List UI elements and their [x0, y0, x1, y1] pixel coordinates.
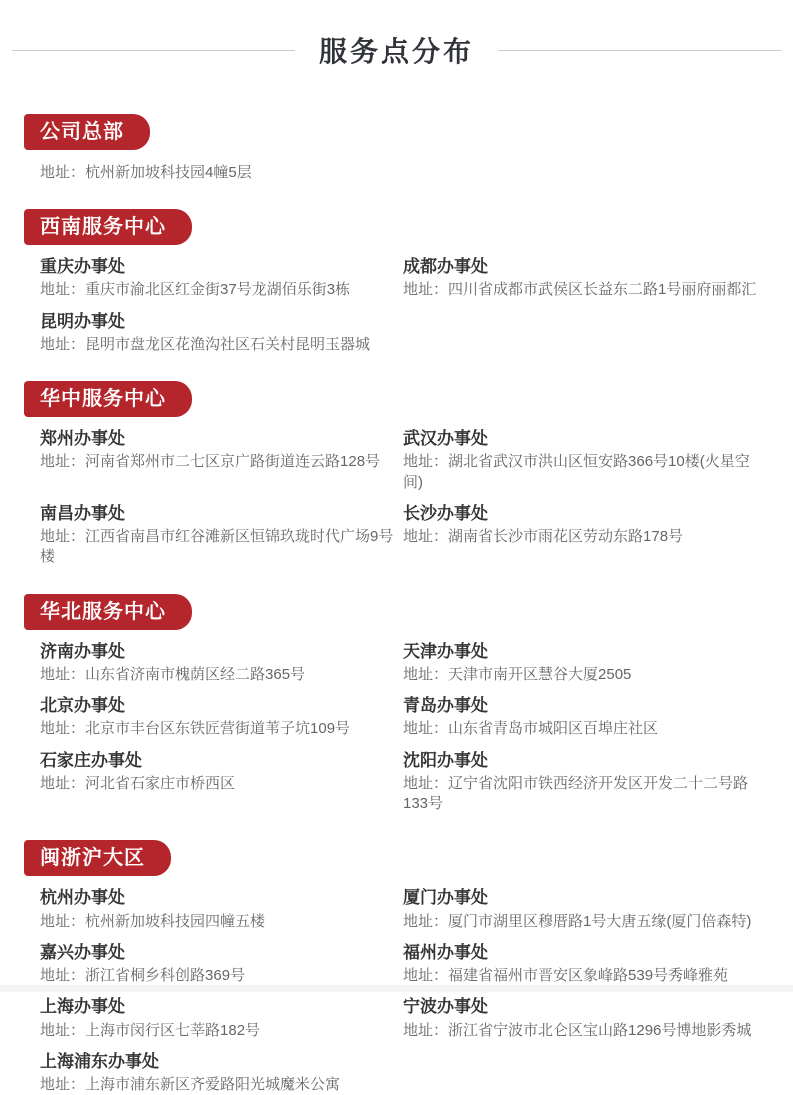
- office-address-line: [403, 1021, 769, 1041]
- page-title: 服务点分布: [319, 36, 475, 67]
- office-entry: [40, 1051, 403, 1095]
- address-label: 地址：: [40, 164, 86, 181]
- office-grid: [40, 641, 769, 815]
- office-address-line: [40, 665, 403, 685]
- office-name: 济南办事处: [40, 641, 125, 661]
- office-address-line: [40, 527, 403, 568]
- section-badge: 闽浙沪大区: [24, 840, 171, 876]
- office-grid: [40, 256, 769, 355]
- title-rule-left: [12, 50, 295, 51]
- office-name: 武汉办事处: [403, 429, 488, 448]
- office-entry: [403, 641, 769, 686]
- section-north-china-service-center: [24, 594, 769, 815]
- address-label: 地址：: [403, 720, 449, 738]
- address-value: 福建省福州市晋安区象峰路539号秀峰雅苑: [448, 967, 729, 984]
- section-badge: 西南服务中心: [24, 209, 192, 245]
- office-name: 沈阳办事处: [403, 750, 488, 770]
- office-address-line: [40, 452, 403, 472]
- address-value: 上海市浦东新区齐爱路阳光城魔米公寓: [85, 1076, 341, 1093]
- page-header: [0, 0, 793, 70]
- address-label: 地址：: [40, 528, 86, 545]
- address-label: 地址：: [40, 665, 86, 683]
- office-address-line: [40, 966, 403, 986]
- office-entry: [40, 942, 403, 987]
- address-label: 地址：: [40, 967, 86, 984]
- office-address-line: [40, 912, 403, 932]
- address-label: 地址：: [40, 1076, 86, 1093]
- office-name: 成都办事处: [403, 257, 488, 276]
- office-name: 宁波办事处: [403, 997, 488, 1017]
- address-label: 地址：: [403, 665, 449, 683]
- section-badge: 华中服务中心: [24, 381, 192, 417]
- office-address-line: [40, 335, 403, 355]
- office-name: 重庆办事处: [40, 257, 125, 276]
- office-address-line: [40, 1021, 403, 1041]
- office-entry: [403, 503, 769, 568]
- office-name: 上海浦东办事处: [40, 1051, 159, 1071]
- office-address-line: [403, 966, 769, 986]
- address-label: 地址：: [40, 1021, 86, 1039]
- address-label: 地址：: [40, 720, 86, 738]
- office-entry: [40, 311, 403, 356]
- section-central-china-service-center: [24, 381, 769, 568]
- office-grid: [40, 428, 769, 568]
- address-value: 天津市南开区慧谷大厦2505: [448, 665, 632, 683]
- office-name: 青岛办事处: [403, 696, 488, 715]
- office-name: 北京办事处: [40, 696, 125, 715]
- office-entry: [40, 256, 403, 301]
- office-name: 郑州办事处: [40, 429, 125, 448]
- address-label: 地址：: [40, 281, 86, 299]
- office-entry: [40, 641, 403, 686]
- office-name: 南昌办事处: [40, 503, 125, 523]
- office-entry: [403, 428, 769, 493]
- address-value: 北京市丰台区东铁匠营街道苇子坑109号: [85, 720, 351, 738]
- office-entry: [403, 256, 769, 301]
- office-entry: [403, 750, 769, 815]
- address-value: 重庆市渝北区红金街37号龙湖佰乐街3栋: [85, 281, 351, 299]
- office-name: 上海办事处: [40, 997, 125, 1017]
- office-name: 昆明办事处: [40, 311, 125, 331]
- address-value: 湖南省长沙市雨花区劳动东路178号: [448, 528, 684, 545]
- address-label: 地址：: [403, 528, 449, 545]
- footer-bar: [0, 985, 793, 992]
- office-entry: [403, 996, 769, 1041]
- address-label: 地址：: [40, 774, 86, 792]
- address-value: 辽宁省沈阳市铁西经济开发区开发二十二号路133号: [403, 774, 749, 812]
- office-entry: [403, 695, 769, 740]
- address-value: 浙江省宁波市北仑区宝山路1296号博地影秀城: [448, 1021, 752, 1039]
- office-entry: [40, 695, 403, 740]
- title-rule-right: [498, 50, 781, 51]
- office-name: 福州办事处: [403, 942, 488, 962]
- office-address-line: [403, 665, 769, 685]
- address-value: 昆明市盘龙区花渔沟社区石关村昆明玉器城: [85, 335, 371, 353]
- address-label: 地址：: [403, 1021, 449, 1039]
- section-min-zhe-hu-region: [24, 840, 769, 1095]
- office-entry: [40, 887, 403, 932]
- office-address-line: [40, 280, 403, 300]
- address-value: 山东省青岛市城阳区百埠庄社区: [448, 720, 659, 738]
- address-value: 上海市闵行区七莘路182号: [85, 1021, 261, 1039]
- office-address-line: [403, 912, 769, 932]
- address-value: 杭州新加坡科技园四幢五楼: [85, 912, 266, 930]
- address-value: 浙江省桐乡科创路369号: [85, 967, 246, 984]
- office-entry: [40, 503, 403, 568]
- address-label: 地址：: [403, 281, 449, 299]
- office-address-line: [403, 280, 769, 300]
- office-name: 长沙办事处: [403, 503, 488, 523]
- address-value: 杭州新加坡科技园4幢5层: [85, 164, 252, 181]
- sections-container: [0, 114, 793, 1095]
- address-value: 山东省济南市槐荫区经二路365号: [85, 665, 306, 683]
- office-address-line: [40, 719, 403, 739]
- office-entry: [40, 428, 403, 493]
- address-label: 地址：: [403, 967, 449, 984]
- office-entry: [40, 750, 403, 815]
- office-address-line: [403, 452, 769, 493]
- office-entry: [40, 996, 403, 1041]
- office-name: 天津办事处: [403, 641, 488, 661]
- section-southwest-service-center: [24, 209, 769, 355]
- office-entry: [403, 887, 769, 932]
- address-value: 河北省石家庄市桥西区: [85, 774, 236, 792]
- address-value: 四川省成都市武侯区长益东二路1号丽府丽都汇: [448, 281, 757, 299]
- section-headquarters: [24, 114, 769, 183]
- office-name: 嘉兴办事处: [40, 942, 125, 962]
- office-address-line: [40, 774, 403, 794]
- address-label: 地址：: [403, 453, 449, 471]
- address-value: 江西省南昌市红谷滩新区恒锦玖珑时代广场9号楼: [40, 528, 394, 566]
- address-label: 地址：: [40, 453, 86, 471]
- section-badge: 公司总部: [24, 114, 150, 150]
- address-value: 河南省郑州市二七区京广路街道连云路128号: [85, 453, 381, 471]
- address-value: 湖北省武汉市洪山区恒安路366号10楼(火星空间): [403, 453, 750, 491]
- address-label: 地址：: [403, 774, 449, 792]
- office-address-line: [403, 719, 769, 739]
- address-label: 地址：: [403, 912, 449, 930]
- section-badge: 华北服务中心: [24, 594, 192, 630]
- office-entry: [403, 942, 769, 987]
- office-name: 杭州办事处: [40, 888, 125, 908]
- hq-address-line: [40, 162, 769, 183]
- office-name: 厦门办事处: [403, 888, 488, 908]
- address-label: 地址：: [40, 912, 86, 930]
- office-address-line: [40, 1075, 403, 1095]
- address-value: 厦门市湖里区穆厝路1号大唐五缘(厦门倍森特): [448, 912, 752, 930]
- office-address-line: [403, 774, 769, 815]
- office-name: 石家庄办事处: [40, 750, 142, 770]
- office-address-line: [403, 527, 769, 547]
- address-label: 地址：: [40, 335, 86, 353]
